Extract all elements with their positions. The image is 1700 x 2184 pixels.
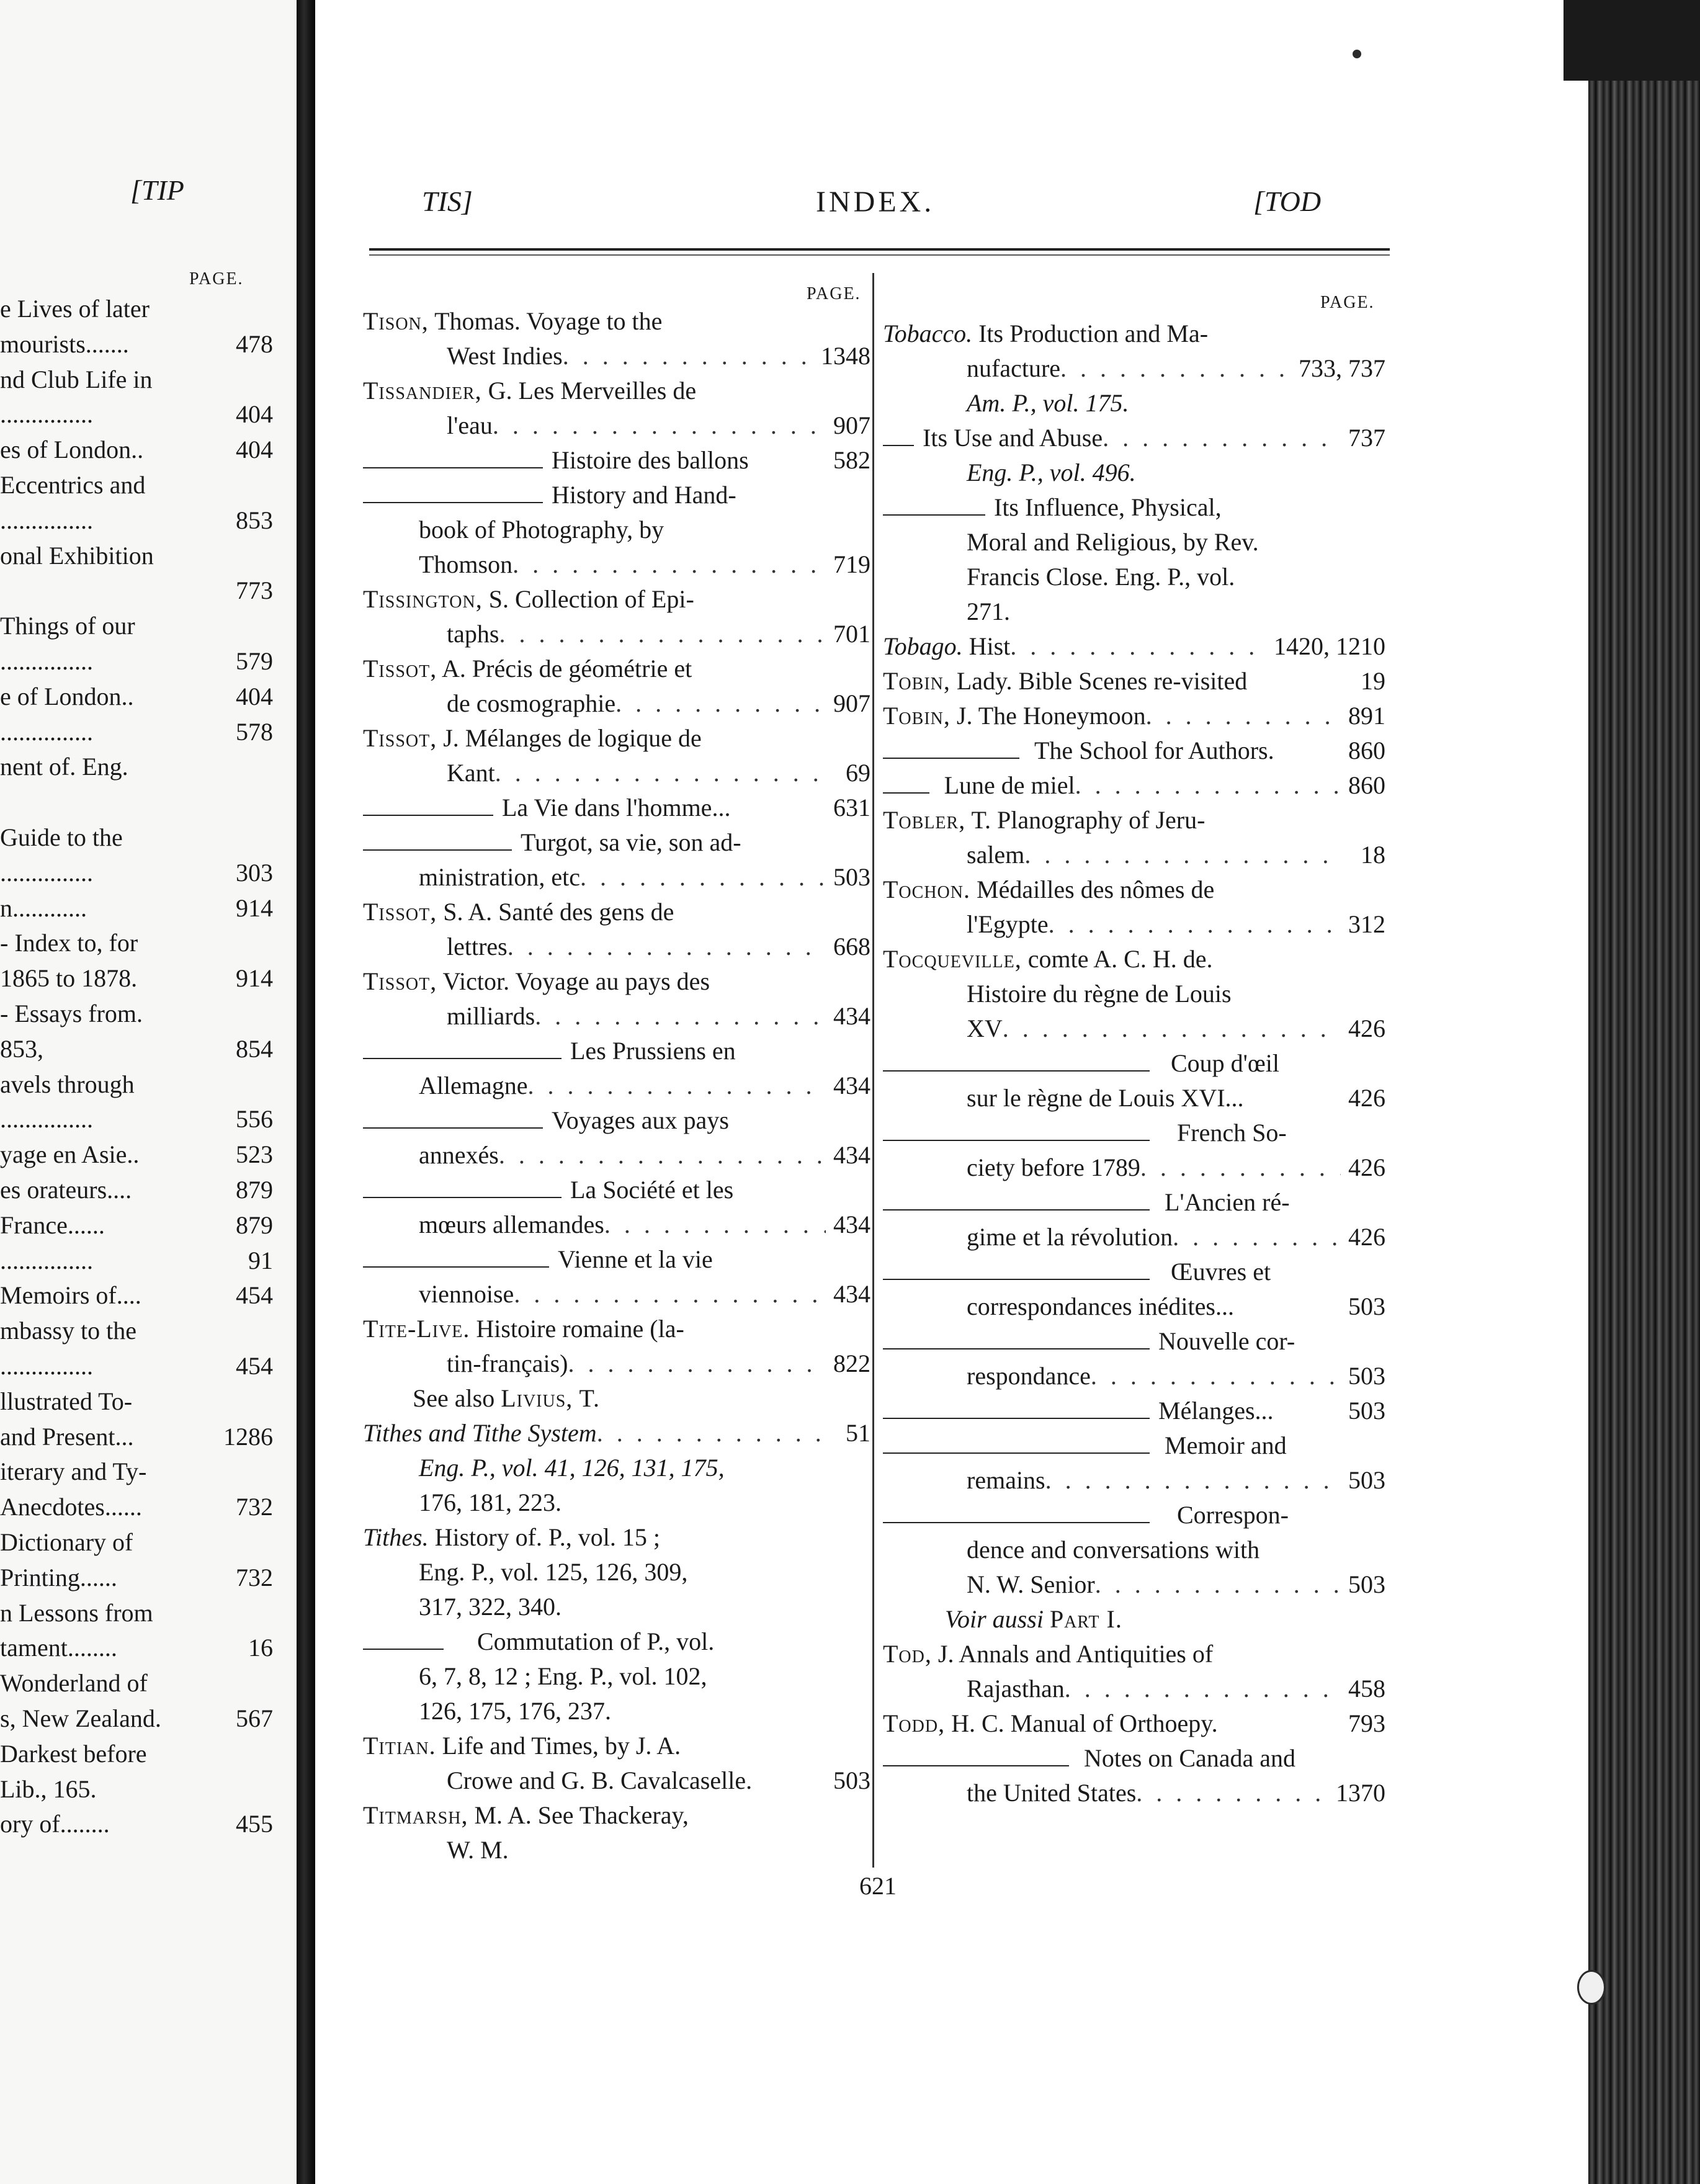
previous-page-line-number [267, 926, 273, 960]
previous-page-line [0, 573, 273, 608]
previous-page-line-text: n............ [0, 893, 87, 922]
previous-page-line-text: iterary and Ty- [0, 1457, 147, 1486]
previous-page-line-number [267, 1772, 273, 1807]
previous-page-line-text: mourists....... [0, 329, 129, 358]
index-entry: Tissington, S. Collection of Epi- taphs . . . 701 [363, 582, 870, 651]
previous-page-line [0, 750, 273, 784]
previous-page-line [0, 856, 273, 890]
previous-page-line [0, 327, 273, 362]
index-entry: Tissot, S. A. Santé des gens de lettres . . . 668 [363, 895, 870, 964]
previous-page-line-text: Memoirs of.... [0, 1281, 141, 1310]
previous-page-line [0, 1525, 273, 1560]
previous-page-line [0, 820, 273, 855]
previous-page-line [0, 1701, 273, 1736]
previous-page-line-text: yage en Asie.. [0, 1140, 140, 1169]
index-entry: Tocqueville, comte A. C. H. de. Histoire du règne de Louis XV . . . 426 Coup d'œil sur le règne de Louis XVI... 426 French So- ciety before 1789 . . . 426 L'Ancien ré- gime et la révolution . . . 426 Œuvres et correspondances inédites... 503 Nouvelle cor- respondance . . . 503 Mélanges... 503 Memoir and remains . . . 503 Correspon- dence and conversations with N. W. Senior . . . 503 Voir aussi Part I. [883, 942, 1385, 1637]
book-gutter [297, 0, 315, 2184]
previous-page-line-number [267, 1314, 273, 1348]
column-2-page-label: PAGE. [1320, 293, 1375, 312]
running-head-right: [TOD [1253, 186, 1322, 217]
previous-page-line-number: 404 [236, 400, 273, 429]
previous-page-line [0, 1173, 273, 1207]
index-entry: Titian. Life and Times, by J. A. Crowe and G. B. Cavalcaselle. 503 [363, 1732, 870, 1794]
previous-page-line [0, 1032, 273, 1067]
previous-page-line-text: Printing...... [0, 1563, 117, 1591]
previous-page-line [0, 1807, 273, 1842]
previous-page-line-number: 879 [236, 1176, 273, 1204]
previous-page-line-text: mbassy to the [0, 1317, 136, 1345]
previous-page-line-text: Lib., 165. [0, 1774, 97, 1803]
previous-page-line-text: ............... [0, 647, 93, 675]
previous-page-line-number: 454 [236, 1281, 273, 1310]
previous-page-line [0, 715, 273, 750]
previous-page-line-number: 556 [236, 1105, 273, 1134]
previous-page-line [0, 1454, 273, 1489]
previous-page-line-number [267, 292, 273, 326]
previous-page-line-text: onal Exhibition [0, 541, 154, 570]
previous-page-line [0, 539, 273, 573]
previous-page-line [0, 1208, 273, 1243]
previous-page-line-text: es orateurs.... [0, 1176, 132, 1204]
index-entry: Tobin, J. The Honeymoon . . . 891 The School for Authors. 860 Lune de miel . . . 860 [883, 699, 1385, 803]
previous-page-line-number [267, 1067, 273, 1102]
previous-page-line [0, 1596, 273, 1631]
previous-page-line [0, 432, 273, 467]
previous-page-line-text: Things of our [0, 612, 135, 640]
previous-page-line-number: 91 [248, 1246, 273, 1274]
previous-page-line-text: ............... [0, 1246, 93, 1274]
page-number: 621 [859, 1872, 897, 1900]
previous-page-line-text: Guide to the [0, 823, 123, 851]
index-entry: Tobago. Hist . . . 1420, 1210 [883, 629, 1385, 664]
header-rule [369, 248, 1390, 251]
previous-page-line-text: ory of........ [0, 1810, 110, 1838]
previous-page-line-text: es of London.. [0, 436, 144, 464]
previous-page-line-text: ............... [0, 858, 93, 887]
previous-page-line-number: 1286 [223, 1422, 273, 1451]
previous-page-line-text: e of London.. [0, 682, 134, 710]
previous-page-line-text: avels through [0, 1070, 135, 1098]
previous-page-line-number [267, 1666, 273, 1701]
previous-page-line [0, 1737, 273, 1771]
scan-speck [1353, 50, 1361, 58]
previous-page-line [0, 1067, 273, 1102]
previous-page-line-number: 567 [236, 1704, 273, 1732]
previous-page-line-number: 16 [248, 1634, 273, 1662]
previous-page-line-text: ............... [0, 1105, 93, 1134]
previous-page-line-number [267, 1737, 273, 1771]
previous-page-line [0, 996, 273, 1031]
previous-page-line-text: n Lessons from [0, 1598, 153, 1627]
previous-page-line [0, 926, 273, 960]
previous-page-line [0, 1243, 273, 1278]
previous-page-line-text: llustrated To- [0, 1387, 133, 1415]
previous-page-running-head: [TIP [130, 174, 184, 206]
index-entry: Tod, J. Annals and Antiquities of Rajasthan . . . 458 [883, 1637, 1385, 1706]
previous-page-line-number: 914 [236, 964, 273, 993]
previous-page-line [0, 397, 273, 432]
index-entry: Todd, H. C. Manual of Orthoepy. 793 Notes on Canada and the United States . . . 1370 [883, 1706, 1385, 1810]
previous-page-line-text: 853, [0, 1034, 43, 1063]
previous-page-line-number [267, 1596, 273, 1631]
previous-page-line-number: 578 [236, 717, 273, 746]
previous-page-line-number [267, 468, 273, 503]
index-entry: Tissandier, G. Les Merveilles de l'eau . . . 907 Histoire des ballons 582 History and Hand- book of Photography, by Thomson . . . 719 [363, 374, 870, 582]
previous-page-line-number: 914 [236, 893, 273, 922]
previous-page-line [0, 1349, 273, 1384]
index-entry: Tithes. History of. P., vol. 15 ; Eng. P., vol. 125, 126, 309, 317, 322, 340. Commutation of P., vol. 6, 7, 8, 12 ; Eng. P., vol. 102, 126, 175, 176, 237. [363, 1523, 715, 1725]
index-entry: Titmarsh, M. A. See Thackeray, W. M. [363, 1801, 689, 1864]
previous-page-line-number [267, 1384, 273, 1419]
index-entry: Tobin, Lady. Bible Scenes re-visited 19 [883, 667, 1385, 695]
previous-page-line [0, 503, 273, 538]
previous-page-line-text: and Present... [0, 1422, 134, 1451]
previous-page-line-number: 303 [236, 858, 273, 887]
previous-page-line-number: 523 [236, 1140, 273, 1169]
index-entry: Tissot, Victor. Voyage au pays des milliards . . . 434 Les Prussiens en Allemagne . . . 434 Voyages aux pays annexés . . . 434 La Société et les mœurs allemandes . . . 434 Vienne et la vie viennoise . . . 434 [363, 964, 870, 1312]
index-entry: Tithes and Tithe System . . . 51 Eng. P., vol. 41, 126, 131, 175, 176, 181, 223. [363, 1416, 870, 1520]
previous-page-line-number [267, 539, 273, 573]
column-1-page-label: PAGE. [807, 284, 861, 303]
previous-page-line-number [267, 820, 273, 855]
previous-page-line [0, 961, 273, 996]
index-entry: Tobler, T. Planography of Jeru- salem . . . 18 [883, 803, 1385, 872]
index-entry: Tobacco. Its Production and Ma- nufacture . . . 733, 737 Am. P., vol. 175. Its Use and Abuse . . . 737 Eng. P., vol. 496. Its Influence, Physical, Moral and Religious, by Rev. Francis Close. Eng. P., vol. 271. [883, 316, 1385, 629]
previous-page-line [0, 1102, 273, 1137]
previous-page-line-text: ............... [0, 506, 93, 534]
previous-page-line-text: ............... [0, 1352, 93, 1380]
running-head-title: INDEX. [816, 186, 935, 218]
previous-page-line-number [267, 609, 273, 643]
previous-page-line-text: Dictionary of [0, 1528, 133, 1556]
previous-page-line-text: ............... [0, 717, 93, 746]
previous-page-line-number: 579 [236, 647, 273, 675]
page-edge-stack [1588, 81, 1700, 2184]
previous-page-line [0, 1384, 273, 1419]
previous-page-line-number: 853 [236, 506, 273, 534]
previous-page-line-number: 404 [236, 682, 273, 710]
index-entry: Tite-Live. Histoire romaine (la- tin-français) . . . 822 See also Livius, T. [363, 1312, 870, 1416]
previous-page-line-number: 773 [236, 576, 273, 605]
previous-page-line [0, 1278, 273, 1313]
previous-page-page-label: PAGE. [189, 269, 244, 289]
previous-page-line-text: France...... [0, 1211, 105, 1239]
previous-page-line-text: ............... [0, 400, 93, 429]
previous-page-line-number: 732 [236, 1563, 273, 1591]
previous-page-line-number: 455 [236, 1810, 273, 1838]
column-divider [872, 273, 874, 1868]
previous-page-line-number: 732 [236, 1493, 273, 1521]
previous-page-line [0, 1772, 273, 1807]
scan-speck [1577, 1970, 1606, 2005]
previous-page-line-number [267, 996, 273, 1031]
index-entry: Tissot, A. Précis de géométrie et de cosmographie . . . 907 [363, 651, 870, 721]
previous-page-line-text: - Index to, for [0, 929, 138, 957]
previous-page-line-number: 454 [236, 1352, 273, 1380]
previous-page-line-number [267, 1525, 273, 1560]
previous-page-line-text: Wonderland of [0, 1669, 148, 1698]
running-head-left: TIS] [422, 186, 473, 217]
previous-page-line-number: 478 [236, 329, 273, 358]
index-column-2 [883, 316, 1385, 1810]
previous-page-line [0, 468, 273, 503]
previous-page-line-number: 854 [236, 1034, 273, 1063]
previous-page-line-number [267, 362, 273, 397]
index-column-1 [363, 304, 870, 1868]
previous-page-line [0, 609, 273, 643]
index-entry: Tissot, J. Mélanges de logique de Kant . . . 69 La Vie dans l'homme... 631 Turgot, sa vie, son ad- ministration, etc . . . 503 [363, 721, 870, 895]
previous-page-line-number [267, 750, 273, 784]
previous-page-line [0, 1631, 273, 1665]
previous-page-line [0, 1137, 273, 1172]
previous-page-line [0, 679, 273, 714]
previous-page-line-text: tament........ [0, 1634, 117, 1662]
previous-page-line [0, 1666, 273, 1701]
index-entry: Tison, Thomas. Voyage to the West Indies . . . 1348 [363, 304, 870, 374]
page-edge-top [1564, 0, 1700, 81]
previous-page-line-text: Eccentrics and [0, 471, 146, 499]
index-entry: Tochon. Médailles des nômes de l'Egypte . . . 312 [883, 872, 1385, 942]
previous-page-line-number [267, 1454, 273, 1489]
previous-page-line-text: e Lives of later [0, 295, 150, 323]
previous-page-line-text: 1865 to 1878. [0, 964, 138, 993]
header-rule-thin [369, 254, 1390, 256]
previous-page-line [0, 362, 273, 397]
previous-page-line [0, 1314, 273, 1348]
previous-page-line [0, 292, 273, 326]
previous-page-line [0, 1560, 273, 1595]
previous-page-line-text: s, New Zealand. [0, 1704, 161, 1732]
previous-page-line-text: nd Club Life in [0, 365, 153, 393]
previous-page-fragment [0, 0, 297, 2184]
previous-page-line [0, 1490, 273, 1524]
previous-page-line-text: Darkest before [0, 1739, 147, 1768]
previous-page-line-number: 879 [236, 1211, 273, 1239]
previous-page-line-text: nent of. Eng. [0, 753, 128, 781]
previous-page-line-number: 404 [236, 436, 273, 464]
previous-page-line [0, 644, 273, 679]
previous-page-line [0, 1420, 273, 1454]
previous-page-line-text: Anecdotes...... [0, 1493, 142, 1521]
previous-page-line [0, 891, 273, 926]
previous-page-line-text: - Essays from. [0, 1000, 143, 1027]
